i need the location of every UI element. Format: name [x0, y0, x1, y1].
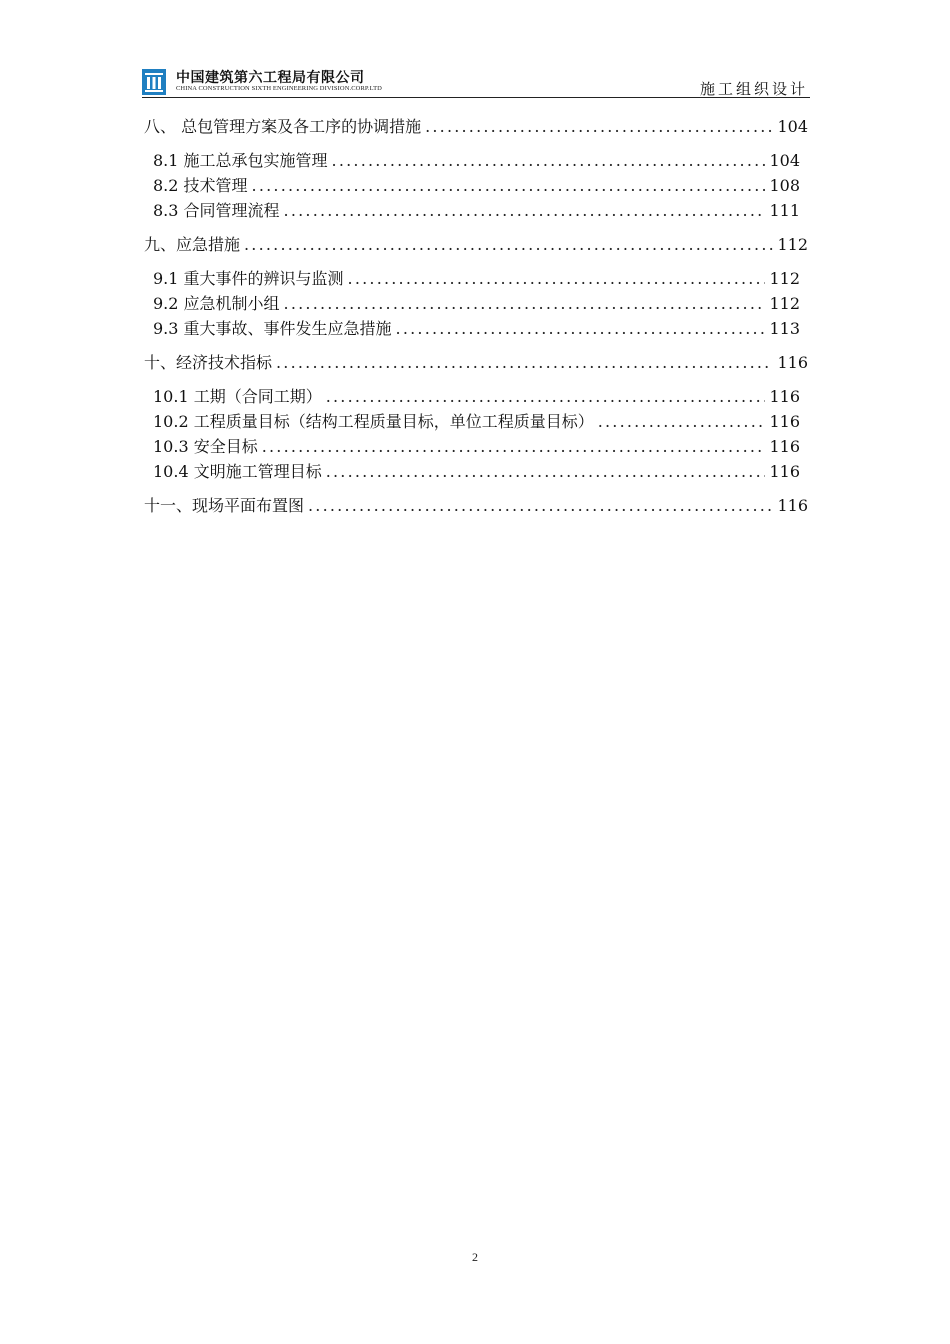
toc-entry-page: 104 [777, 117, 808, 136]
dot-leader [396, 319, 766, 338]
toc-entry-10-3[interactable] [153, 434, 800, 459]
dot-leader [308, 496, 773, 515]
toc-entry-title: 9.2 应急机制小组 [153, 294, 280, 313]
toc-entry-title: 九、应急措施 [144, 235, 241, 254]
toc-entry-page: 112 [777, 235, 808, 254]
toc-entry-page: 104 [769, 151, 800, 170]
toc-entry-page: 116 [777, 353, 808, 372]
toc-entry-9-1[interactable] [153, 266, 800, 291]
toc-entry-page: 108 [769, 176, 800, 195]
page-number: 2 [472, 1250, 478, 1264]
dot-leader [332, 151, 766, 170]
dot-leader [425, 117, 773, 136]
toc-entry-10-4[interactable] [153, 459, 800, 484]
toc-entry-chapter-10[interactable] [144, 350, 808, 375]
toc-entry-title: 十一、现场平面布置图 [144, 496, 305, 515]
dot-leader [284, 201, 766, 220]
company-logo-icon [142, 69, 166, 95]
dot-leader [326, 462, 766, 481]
toc-entry-chapter-11[interactable] [144, 493, 808, 518]
toc-entry-page: 116 [769, 462, 800, 481]
toc-entry-8-1[interactable] [153, 148, 800, 173]
toc-entry-10-1[interactable] [153, 384, 800, 409]
toc-entry-title: 10.2 工程质量目标（结构工程质量目标，单位工程质量目标） [153, 412, 594, 431]
dot-leader [598, 412, 766, 431]
toc-entry-page: 112 [769, 294, 800, 313]
dot-leader [244, 235, 773, 254]
toc-entry-title: 10.1 工期（合同工期） [153, 387, 322, 406]
dot-leader [326, 387, 766, 406]
table-of-contents [144, 114, 808, 518]
toc-entry-chapter-8[interactable] [144, 114, 808, 139]
toc-entry-title: 8.3 合同管理流程 [153, 201, 280, 220]
toc-entry-title: 10.4 文明施工管理目标 [153, 462, 322, 481]
company-name-en: CHINA CONSTRUCTION SIXTH ENGINEERING DIVISION.CORP.LTD [176, 85, 382, 92]
toc-entry-title: 9.3 重大事故、事件发生应急措施 [153, 319, 392, 338]
toc-entry-page: 116 [777, 496, 808, 515]
toc-entry-8-3[interactable] [153, 198, 800, 223]
toc-entry-page: 111 [769, 201, 800, 220]
toc-entry-title: 9.1 重大事件的辨识与监测 [153, 269, 344, 288]
dot-leader [252, 176, 766, 195]
toc-entry-9-3[interactable] [153, 316, 800, 341]
toc-entry-page: 112 [769, 269, 800, 288]
page-header [142, 66, 810, 98]
toc-entry-page: 116 [769, 387, 800, 406]
toc-entry-10-2[interactable] [153, 409, 800, 434]
dot-leader [276, 353, 773, 372]
toc-entry-8-2[interactable] [153, 173, 800, 198]
dot-leader [262, 437, 766, 456]
toc-entry-page: 113 [769, 319, 800, 338]
toc-entry-title: 十、经济技术指标 [144, 353, 273, 372]
dot-leader [284, 294, 766, 313]
document-title: 施工组织设计 [699, 80, 808, 98]
toc-entry-title: 8.1 施工总承包实施管理 [153, 151, 328, 170]
toc-entry-page: 116 [769, 437, 800, 456]
toc-entry-title: 八、 总包管理方案及各工序的协调措施 [144, 117, 422, 136]
toc-entry-title: 10.3 安全目标 [153, 437, 258, 456]
toc-entry-title: 8.2 技术管理 [153, 176, 248, 195]
company-name-cn: 中国建筑第六工程局有限公司 [176, 70, 365, 86]
dot-leader [348, 269, 766, 288]
toc-entry-chapter-9[interactable] [144, 232, 808, 257]
header-divider [142, 97, 810, 98]
toc-entry-page: 116 [769, 412, 800, 431]
toc-entry-9-2[interactable] [153, 291, 800, 316]
